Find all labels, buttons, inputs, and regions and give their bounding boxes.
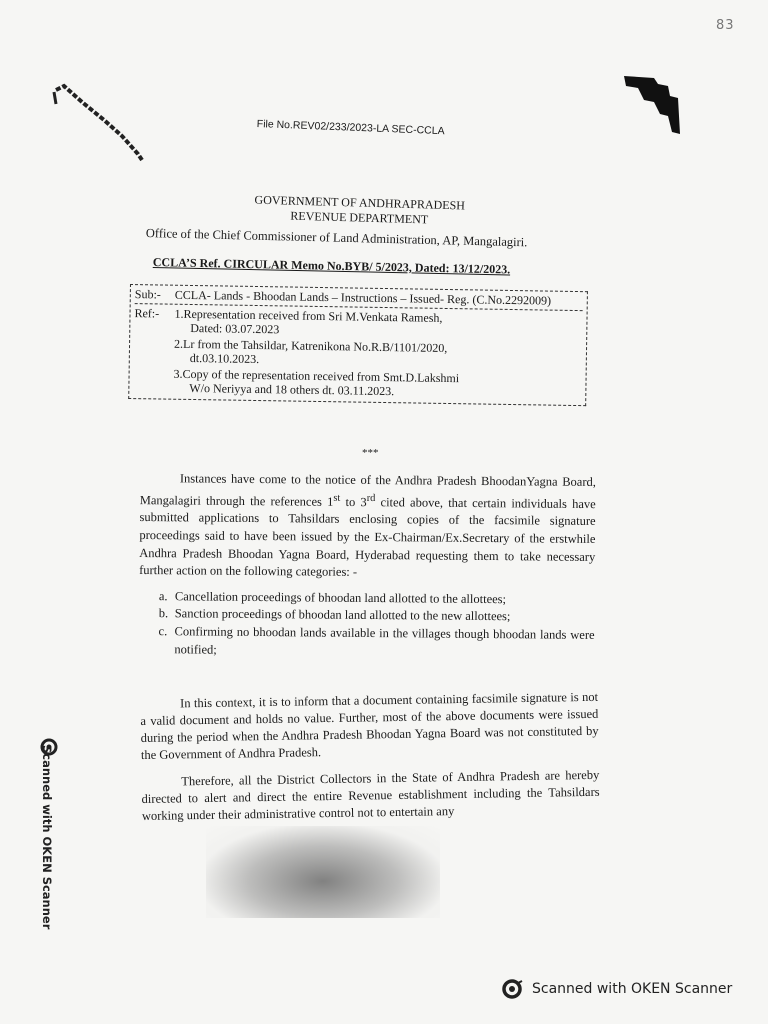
corner-scan-artifact (624, 76, 680, 134)
list-item: c. Confirming no bhoodan lands available in the villages though bhoodan lands were notified; (158, 624, 595, 657)
section-separator: *** (362, 447, 379, 459)
file-number: File No.REV02/233/2023-LA SEC-CCLA (256, 118, 445, 138)
references-row (133, 303, 582, 403)
page-number: 83 (716, 18, 735, 33)
vertical-watermark: Scanned with OKEN Scanner (40, 745, 54, 930)
office-line: Office of the Chief Commissioner of Land Administration, AP, Mangalagiri. (145, 226, 528, 250)
oken-logo-icon (502, 978, 524, 1000)
subject-label: Sub:- (134, 287, 161, 302)
list-item: b. Sanction proceedings of bhoodan land allotted to the new allottees; (158, 606, 511, 624)
reference-item: 1.Representation received from Sri M.Venkata Ramesh, Dated: 03.07.2023 (174, 306, 443, 337)
staple-scan-artifact (52, 82, 148, 164)
body-paragraph-1: Instances have come to the notice of the Andhra Pradesh BhoodanYagna Board, Mangalagiri through the references 1st to 3rd cited above, that certain individuals have submitted applications to Tahsildars enclosing copies of the facsimile signature proceedings said to have been issued by the Ex-Chairman/Ex.Secretary of the erstwhile Andhra Pradesh Bhoodan Yagna Board, Hyderabad requesting them to take necessary further action on the following categories: - a. Cancellation proceedings of bhoodan land allotted to the allottees; b. Sanction proceedings of bhoodan land allotted to the new allottees; c. Confirming no bhoodan lands available in the villages though bhoodan lands were notified; (138, 470, 596, 662)
reference-item: 2.Lr from the Tahsildar, Katrenikona No.R.B/1101/2020, dt.03.10.2023. (173, 336, 448, 367)
body-paragraph-2: In this context, it is to inform that a document containing facsimile signature is not a valid document and holds no value. Further, most of the above documents were issued during the period when the Andhra Pradesh Bhoodan Yagna Board was not constituted by the Government of Andhra Pradesh. (140, 689, 599, 762)
footer-watermark: Scanned with OKEN Scanner (502, 978, 732, 1000)
reference-item: 3.Copy of the representation received from Smt.D.Lakshmi W/o Neriyya and 18 others dt. 03.11.2023. (173, 366, 460, 399)
categories-list (158, 588, 595, 662)
government-title: GOVERNMENT OF ANDHRAPRADESH (254, 192, 466, 213)
circular-reference: CCLA’S Ref. CIRCULAR Memo No.BYB/ 5/2023, Dated: 13/12/2023. (152, 255, 511, 277)
body-paragraphs-lower (140, 689, 600, 835)
list-item: a. Cancellation proceedings of bhoodan land allotted to the allottees; (158, 588, 507, 606)
department-title: REVENUE DEPARTMENT (290, 208, 429, 227)
subject-text: CCLA- Lands - Bhoodan Lands – Instructions – Issued- Reg. (C.No.2292009) (174, 287, 552, 308)
references-label: Ref:- (134, 306, 160, 321)
document-heading (159, 190, 560, 231)
body-paragraph-3: Therefore, all the District Collectors in the State of Andhra Pradesh are hereby directed to alert and direct the entire Revenue establishment including the Tahsildars working under their administrative control not to entertain any (141, 767, 600, 823)
subject-references-block (128, 284, 588, 406)
scan-shadow-smudge (206, 826, 440, 918)
